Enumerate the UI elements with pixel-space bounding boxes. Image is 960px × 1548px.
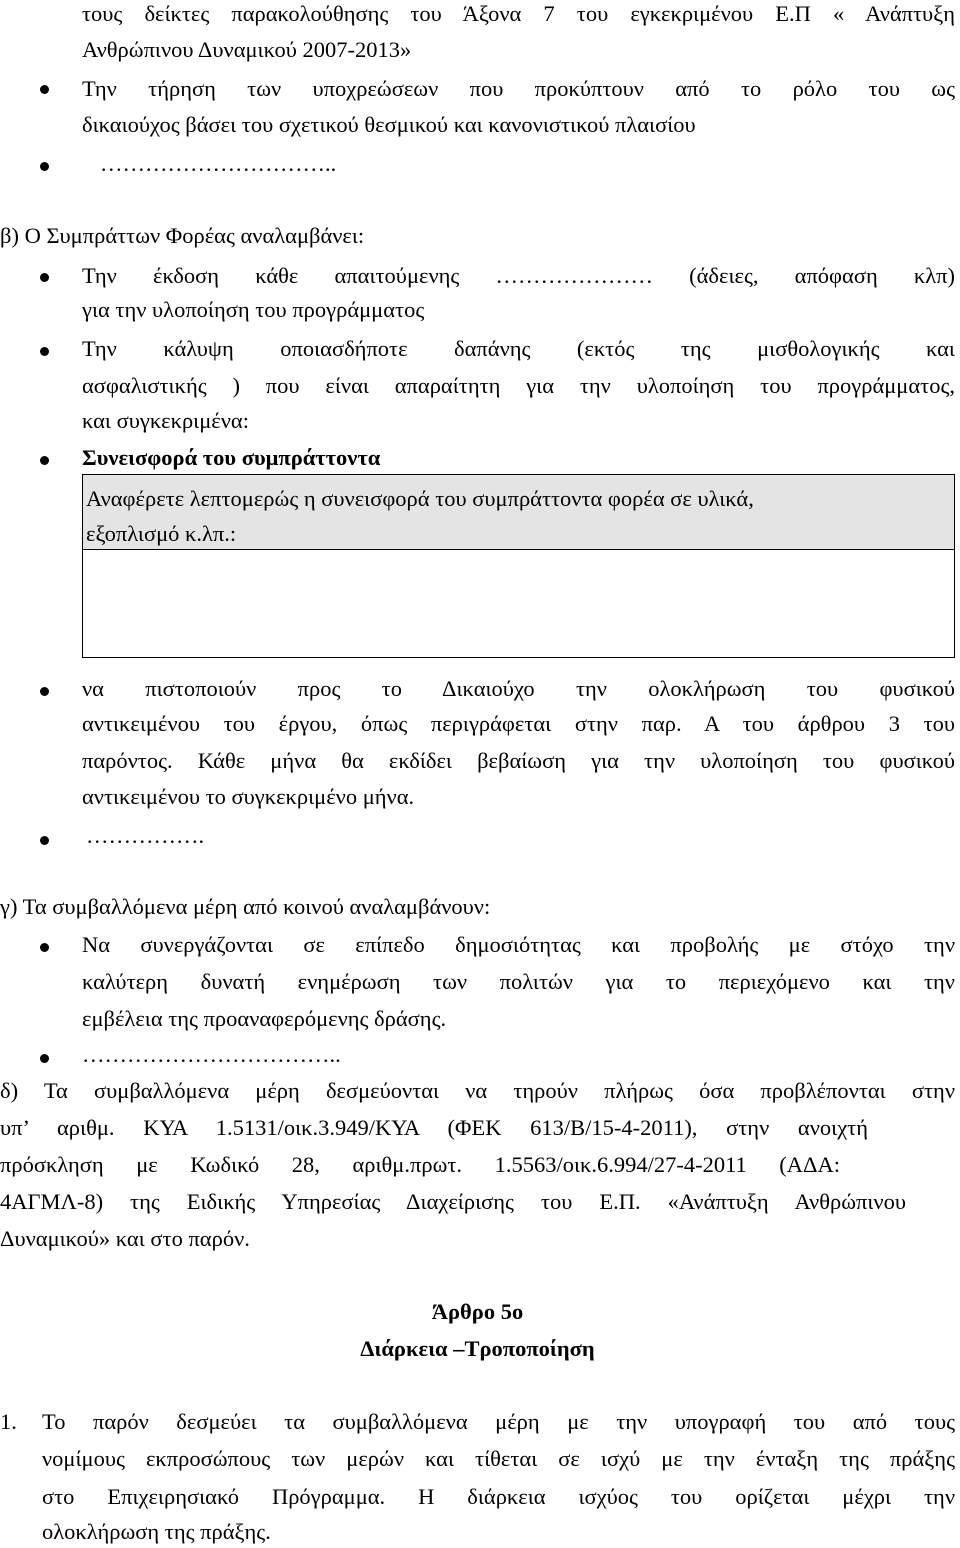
list-item-line: και συγκεκριμένα: bbox=[82, 408, 249, 433]
section-c-heading: γ) Τα συμβαλλόμενα μέρη από κοινού αναλαμβάνουν: bbox=[0, 894, 491, 919]
article-item-number: 1. bbox=[0, 1409, 17, 1434]
list-item-line: Να συνεργάζονται σε επίπεδο δημοσιότητας και προβολής με στόχο την bbox=[82, 932, 955, 957]
article-item-line: νομίμους εκπροσώπους των μερών και τίθεται σε ισχύ με την ένταξη της πράξης bbox=[42, 1446, 955, 1471]
section-b-heading: β) Ο Συμπράττων Φορέας αναλαμβάνει: bbox=[0, 223, 365, 248]
bullet-icon bbox=[40, 687, 49, 696]
list-item-dots: ………………………….. bbox=[100, 151, 337, 176]
contribution-instructions-line: εξοπλισμό κ.λπ.: bbox=[86, 521, 237, 546]
list-item-dots: …………………………….. bbox=[82, 1042, 341, 1067]
continuation-line-1: τους δείκτες παρακολούθησης του Άξονα 7 του εγκεκριμένου Ε.Π « Ανάπτυξη bbox=[82, 1, 955, 26]
list-item-line: να πιστοποιούν προς το Δικαιούχο την ολοκλήρωση του φυσικού bbox=[82, 676, 955, 701]
list-item-line: Την τήρηση των υποχρεώσεων που προκύπτουν από το ρόλο του ως bbox=[82, 76, 955, 101]
bullet-icon bbox=[40, 836, 49, 845]
bullet-icon bbox=[40, 1054, 49, 1063]
bullet-icon bbox=[40, 162, 49, 171]
section-d-line: υπ’ αριθμ. ΚΥΑ 1.5131/οικ.3.949/ΚΥΑ (ΦΕΚ 613/Β/15-4-2011), στην ανοιχτή bbox=[0, 1115, 868, 1140]
list-item-line: παρόντος. Κάθε μήνα θα εκδίδει βεβαίωση για την υλοποίηση του φυσικού bbox=[82, 748, 955, 773]
list-item-line: αντικειμένου του έργου, όπως περιγράφεται στην παρ. Α του άρθρου 3 του bbox=[82, 711, 955, 736]
list-item-line: καλύτερη δυνατή ενημέρωση των πολιτών για το περιεχόμενο και την bbox=[82, 969, 955, 994]
article-item-line: ολοκλήρωση της πράξης. bbox=[42, 1519, 271, 1544]
contribution-input-box[interactable] bbox=[82, 550, 955, 658]
contribution-heading: Συνεισφορά του συμπράττοντα bbox=[82, 445, 381, 470]
list-item-line: αντικειμένου το συγκεκριμένο μήνα. bbox=[82, 784, 415, 809]
section-d-line: πρόσκληση με Κωδικό 28, αριθμ.πρωτ. 1.5563/οικ.6.994/27-4-2011 (ΑΔΑ: bbox=[0, 1152, 840, 1177]
bullet-icon bbox=[40, 347, 49, 356]
article-title: Άρθρο 5ο bbox=[431, 1299, 524, 1324]
contribution-instructions-line: Αναφέρετε λεπτομερώς η συνεισφορά του συμπράττοντα φορέα σε υλικά, bbox=[86, 486, 754, 511]
article-item-line: στο Επιχειρησιακό Πρόγραμμα. Η διάρκεια ισχύος του ορίζεται μέχρι την bbox=[42, 1484, 955, 1509]
list-item-line: Την έκδοση κάθε απαιτούμενης ………………… (άδειες, απόφαση κλπ) bbox=[82, 263, 955, 288]
list-item-line: για την υλοποίηση του προγράμματος bbox=[82, 297, 425, 322]
section-d-line: Δυναμικού» και στο παρόν. bbox=[0, 1226, 250, 1251]
continuation-line-2: Ανθρώπινου Δυναμικού 2007-2013» bbox=[82, 37, 412, 62]
article-item-line: Το παρόν δεσμεύει τα συμβαλλόμενα μέρη με την υπογραφή του από τους bbox=[42, 1409, 955, 1434]
bullet-icon bbox=[40, 456, 49, 465]
article-subtitle: Διάρκεια –Τροποποίηση bbox=[360, 1336, 595, 1361]
section-d-line: δ) Τα συμβαλλόμενα μέρη δεσμεύονται να τηρούν πλήρως όσα προβλέπονται στην bbox=[0, 1078, 955, 1103]
list-item-line: Την κάλυψη οποιασδήποτε δαπάνης (εκτός της μισθολογικής και bbox=[82, 336, 955, 361]
bullet-icon bbox=[40, 85, 49, 94]
section-d-line: 4ΑΓΜΛ-8) της Ειδικής Υπηρεσίας Διαχείρισης του Ε.Π. «Ανάπτυξη Ανθρώπινου bbox=[0, 1189, 906, 1214]
list-item-dots: ……………. bbox=[86, 823, 205, 848]
list-item-line: εμβέλεια της προαναφερόμενης δράσης. bbox=[82, 1006, 447, 1031]
bullet-icon bbox=[40, 943, 49, 952]
bullet-icon bbox=[40, 273, 49, 282]
list-item-line: δικαιούχος βάσει του σχετικού θεσμικού και κανονιστικού πλαισίου bbox=[82, 112, 696, 137]
list-item-line: ασφαλιστικής ) που είναι απαραίτητη για την υλοποίηση του προγράμματος, bbox=[82, 373, 955, 398]
